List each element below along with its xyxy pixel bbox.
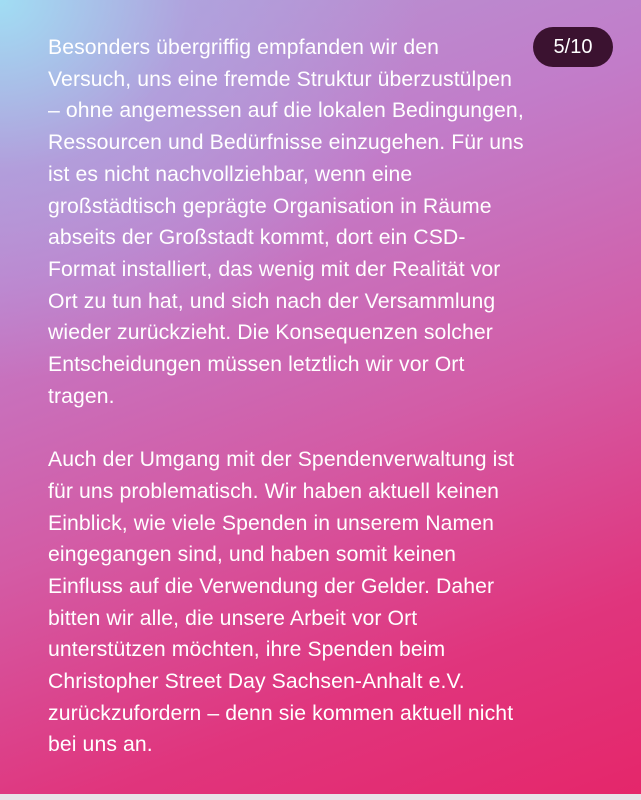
text-line: bitten wir alle, die unsere Arbeit vor Ort [48,606,418,630]
text-line: Entscheidungen müssen letztlich wir vor Ort [48,353,465,377]
text-line: Auch der Umgang mit der Spendenverwaltung ist [48,448,515,472]
text-line: Einblick, wie viele Spenden in unserem Namen [48,511,495,535]
text-line: Einfluss auf die Verwendung der Gelder. Daher [48,574,495,598]
text-line: für uns problematisch. Wir haben aktuell keinen [48,479,500,503]
text-line: Versuch, uns eine fremde Struktur überzustülpen [48,67,513,91]
text-line: wieder zurückzieht. Die Konsequenzen solcher [48,321,493,345]
page-indicator: 5/10 [533,27,613,67]
text-line: großstädtisch geprägte Organisation in Räume [48,194,492,218]
text-line: zurückzufordern – denn sie kommen aktuell nicht [48,701,514,725]
text-line: – ohne angemessen auf die lokalen Bedingungen, [48,99,524,123]
text-line: Besonders übergriffig empfanden wir den [48,36,440,59]
bottom-edge-bar [0,794,641,800]
text-line: ist es nicht nachvollziehbar, wenn eine [48,162,413,186]
text-line: tragen. [48,384,115,408]
text-line: Ressourcen und Bedürfnisse einzugehen. Für uns [48,131,524,155]
text-line: eingegangen sind, und haben somit keinen [48,543,457,567]
slide-body-text [48,32,616,761]
text-line: Christopher Street Day Sachsen-Anhalt e.V. [48,670,465,694]
text-line: abseits der Großstadt kommt, dort ein CSD- [48,226,466,250]
text-line: Ort zu tun hat, und sich nach der Versammlung [48,289,496,313]
text-line: bei uns an. [48,733,153,757]
paragraph-1 [48,32,616,412]
text-line: Format installiert, das wenig mit der Realität vor [48,257,501,281]
text-line: unterstützen möchten, ihre Spenden beim [48,638,446,662]
paragraph-2 [48,444,616,761]
